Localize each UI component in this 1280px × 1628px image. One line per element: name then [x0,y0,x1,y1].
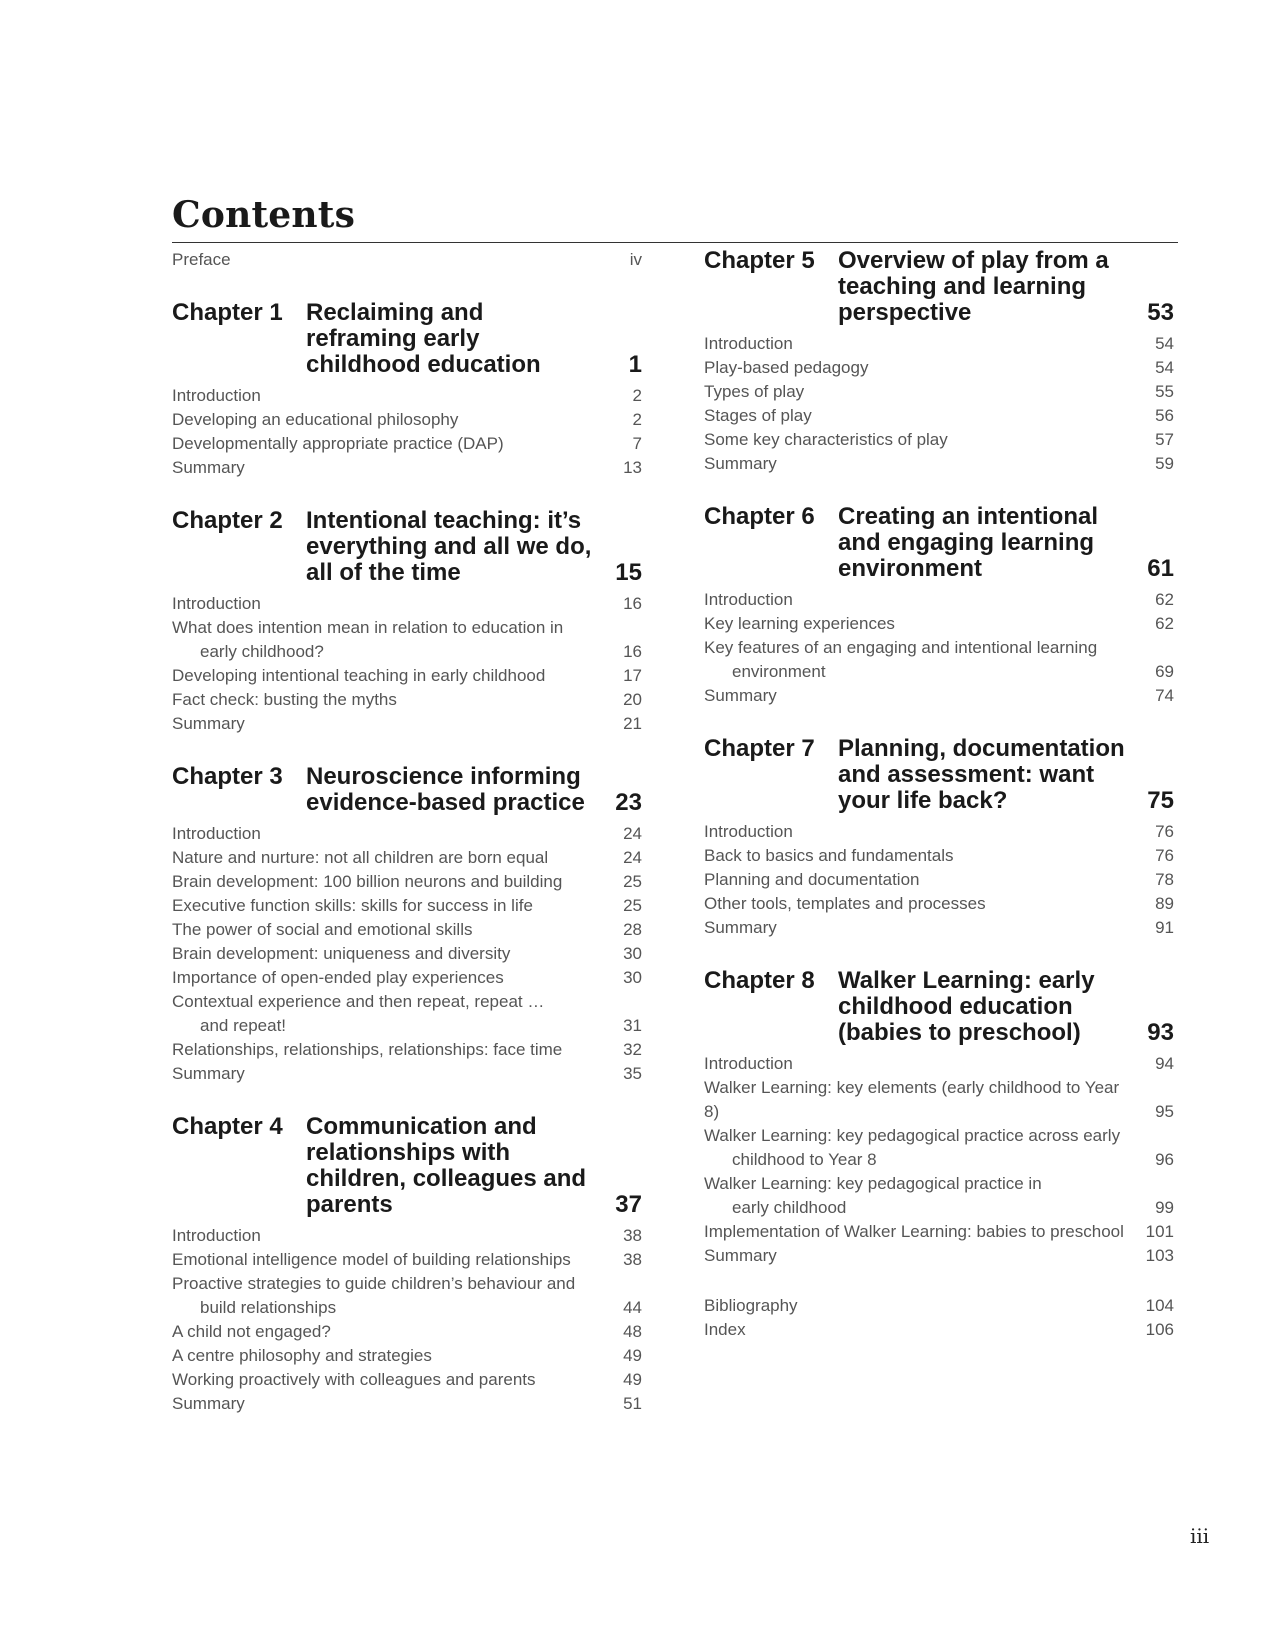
entry-label: What does intention mean in relation to education in [172,618,564,637]
entry-label: Summary [172,458,245,477]
entry-label: Summary [172,714,245,733]
chapter-page: 53 [1147,299,1174,326]
entry-label: Index [704,1320,746,1339]
toc-entry[interactable] [704,820,1174,844]
entry-label: Introduction [704,822,793,841]
chapter-page: 93 [1147,1019,1174,1046]
chapter-title: Intentional teaching: it’s everything and all we do, all of the time [306,507,592,586]
page-title: Contents [172,194,356,236]
entry-label: Developmentally appropriate practice (DAP) [172,434,504,453]
entry-page: 51 [623,1394,642,1413]
chapter-number: Chapter 3 [172,763,283,790]
entry-page: 31 [623,1016,642,1035]
toc-entry[interactable] [704,452,1174,476]
entry-label: Nature and nurture: not all children are born equal [172,848,549,867]
chapter-section [704,736,1174,940]
entry-page: 99 [1155,1198,1174,1217]
entry-page: 48 [623,1322,642,1341]
entry-label: Summary [704,686,777,705]
chapter-number: Chapter 5 [704,247,815,274]
toc-entry[interactable] [704,916,1174,940]
toc-entry[interactable] [704,636,1174,684]
entry-label: Fact check: busting the myths [172,690,397,709]
entry-page: 104 [1145,1296,1174,1315]
entry-label: Brain development: 100 billion neurons and building [172,872,563,891]
chapter-number: Chapter 6 [704,503,815,530]
entry-page: 24 [623,824,642,843]
toc-entry[interactable] [172,846,642,870]
entry-label: Summary [704,454,777,473]
entry-page: 54 [1155,358,1174,377]
toc-entry[interactable] [704,332,1174,356]
entry-label: Developing an educational philosophy [172,410,459,429]
chapter-heading[interactable] [172,764,642,816]
toc-column-right [704,248,1174,1342]
entry-page: 89 [1155,894,1174,913]
toc-entry[interactable] [172,456,642,480]
entry-label: Working proactively with colleagues and parents [172,1370,536,1389]
entry-label: Introduction [704,590,793,609]
toc-entry[interactable] [172,408,642,432]
entry-label-continued: environment [732,662,826,681]
entry-page: iv [629,250,642,269]
entry-label: A centre philosophy and strategies [172,1346,432,1365]
toc-entry[interactable] [172,894,642,918]
entry-page: 94 [1155,1054,1174,1073]
entry-page: 95 [1155,1102,1174,1121]
entry-page: 21 [623,714,642,733]
entry-page: 24 [623,848,642,867]
toc-entry[interactable] [172,1038,642,1062]
chapter-number: Chapter 2 [172,507,283,534]
entry-page: 69 [1155,662,1174,681]
entry-label: Introduction [172,1226,261,1245]
entry-label: Contextual experience and then repeat, repeat … [172,992,545,1011]
toc-entry-backmatter[interactable] [704,1318,1174,1342]
entry-label: Summary [704,918,777,937]
chapter-heading[interactable] [704,504,1174,582]
chapter-title: Reclaiming and reframing early childhood education [306,299,541,378]
entry-page: 13 [623,458,642,477]
chapter-title: Communication and relationships with children, colleagues and parents [306,1113,587,1218]
toc-entry[interactable] [704,404,1174,428]
backmatter-list [704,1294,1174,1342]
entry-page: 38 [623,1250,642,1269]
entry-label: Key learning experiences [704,614,895,633]
chapter-title: Planning, documentation and assessment: want your life back? [838,735,1125,814]
toc-entry[interactable] [172,1392,642,1416]
toc-entry[interactable] [704,1220,1174,1244]
entry-page: 2 [632,410,642,429]
entry-label-continued: early childhood [732,1198,847,1217]
chapter-heading[interactable] [172,508,642,586]
chapter-number: Chapter 7 [704,735,815,762]
entry-label: Importance of open-ended play experiences [172,968,504,987]
entry-page: 74 [1155,686,1174,705]
entry-label: Preface [172,250,231,269]
toc-entry[interactable] [172,1224,642,1248]
entry-page: 57 [1155,430,1174,449]
entry-label: Key features of an engaging and intentional learning [704,638,1098,657]
toc-entry[interactable] [172,1272,642,1320]
entry-label: Introduction [704,1054,793,1073]
entry-page: 96 [1155,1150,1174,1169]
toc-entry[interactable] [704,612,1174,636]
entry-label: Implementation of Walker Learning: babies to preschool [704,1222,1124,1241]
entry-label: Introduction [704,334,793,353]
entry-page: 17 [623,666,642,685]
toc-entry[interactable] [172,990,642,1038]
entry-page: 62 [1155,590,1174,609]
chapter-section [172,508,642,736]
entry-label: Brain development: uniqueness and diversity [172,944,511,963]
toc-entry[interactable] [172,870,642,894]
entry-label-continued: early childhood? [200,642,324,661]
toc-entry[interactable] [172,688,642,712]
toc-entry[interactable] [704,1172,1174,1220]
chapter-number: Chapter 4 [172,1113,283,1140]
entry-page: 101 [1145,1222,1174,1241]
chapter-section [704,248,1174,476]
entry-label: Walker Learning: key pedagogical practice across early [704,1126,1121,1145]
chapter-title: Overview of play from a teaching and learning perspective [838,247,1109,326]
entry-page: 16 [623,594,642,613]
entry-label: Stages of play [704,406,812,425]
entry-page: 55 [1155,382,1174,401]
toc-entry[interactable] [704,1052,1174,1076]
toc-entry[interactable] [172,1062,642,1086]
entry-page: 59 [1155,454,1174,473]
toc-entry[interactable] [172,712,642,736]
toc-entry[interactable] [704,356,1174,380]
entry-label: Developing intentional teaching in early childhood [172,666,546,685]
chapter-page: 1 [628,351,642,378]
chapter-number: Chapter 8 [704,967,815,994]
entry-page: 54 [1155,334,1174,353]
entry-page: 49 [623,1346,642,1365]
chapter-page: 37 [615,1191,642,1218]
entry-label: Back to basics and fundamentals [704,846,954,865]
entry-page: 76 [1155,846,1174,865]
entry-page: 38 [623,1226,642,1245]
entry-page: 44 [623,1298,642,1317]
entry-label: Some key characteristics of play [704,430,948,449]
entry-page: 56 [1155,406,1174,425]
page-folio: iii [1190,1524,1210,1548]
chapter-heading[interactable] [172,1114,642,1218]
toc-column-left [172,248,642,1416]
toc-entry-preface[interactable] [172,248,642,272]
chapter-page: 23 [615,789,642,816]
entry-label: Summary [172,1394,245,1413]
chapter-title: Creating an intentional and engaging learning environment [838,503,1099,582]
entry-page: 25 [623,872,642,891]
entry-label: Relationships, relationships, relationships: face time [172,1040,563,1059]
entry-label: Proactive strategies to guide children’s behaviour and [172,1274,576,1293]
entry-label: Other tools, templates and processes [704,894,986,913]
toc-entry[interactable] [172,664,642,688]
title-rule [172,242,1178,243]
toc-entry[interactable] [704,380,1174,404]
entry-label-continued: childhood to Year 8 [732,1150,877,1169]
entry-label: Summary [172,1064,245,1083]
chapter-number: Chapter 1 [172,299,283,326]
entry-label-continued: build relationships [200,1298,337,1317]
chapter-title: Walker Learning: early childhood education (babies to preschool) [838,967,1095,1046]
entry-label-continued: and repeat! [200,1016,287,1035]
chapter-page: 15 [615,559,642,586]
entry-label: Introduction [172,824,261,843]
chapter-section [172,764,642,1086]
entry-page: 49 [623,1370,642,1389]
toc-entry[interactable] [704,1076,1174,1124]
toc-entry[interactable] [704,1124,1174,1172]
chapter-section [172,300,642,480]
toc-entry[interactable] [172,918,642,942]
toc-entry[interactable] [704,684,1174,708]
toc-entry[interactable] [704,588,1174,612]
entry-page: 30 [623,944,642,963]
toc-entry[interactable] [172,822,642,846]
toc-entry-backmatter[interactable] [704,1294,1174,1318]
chapter-page: 75 [1147,787,1174,814]
entry-label: Types of play [704,382,805,401]
entry-page: 103 [1145,1246,1174,1265]
entry-label: The power of social and emotional skills [172,920,473,939]
entry-label: Summary [704,1246,777,1265]
entry-page: 76 [1155,822,1174,841]
toc-entry[interactable] [172,384,642,408]
entry-label: Emotional intelligence model of building relationships [172,1250,571,1269]
entry-page: 62 [1155,614,1174,633]
chapter-heading[interactable] [172,300,642,378]
entry-page: 35 [623,1064,642,1083]
entry-page: 28 [623,920,642,939]
entry-label: Introduction [172,594,261,613]
chapter-page: 61 [1147,555,1174,582]
entry-page: 91 [1155,918,1174,937]
toc-entry[interactable] [172,1248,642,1272]
toc-entry[interactable] [704,844,1174,868]
toc-entry[interactable] [704,1244,1174,1268]
entry-page: 16 [623,642,642,661]
toc-entry[interactable] [172,1320,642,1344]
entry-page: 7 [632,434,642,453]
toc-entry[interactable] [172,616,642,664]
chapter-section [172,1114,642,1416]
toc-entry[interactable] [172,942,642,966]
entry-page: 78 [1155,870,1174,889]
chapter-heading[interactable] [704,248,1174,326]
chapter-heading[interactable] [704,736,1174,814]
entry-label: A child not engaged? [172,1322,331,1341]
entry-page: 32 [623,1040,642,1059]
entry-label: Walker Learning: key pedagogical practice in [704,1174,1042,1193]
entry-page: 30 [623,968,642,987]
entry-page: 106 [1145,1320,1174,1339]
toc-entry[interactable] [172,1344,642,1368]
chapter-title: Neuroscience informing evidence-based practice [306,763,585,816]
entry-page: 20 [623,690,642,709]
entry-page: 25 [623,896,642,915]
toc-entry[interactable] [704,428,1174,452]
toc-entry[interactable] [704,868,1174,892]
entry-page: 2 [632,386,642,405]
toc-entry[interactable] [172,432,642,456]
toc-entry[interactable] [704,892,1174,916]
chapter-section [704,504,1174,708]
entry-label: Play-based pedagogy [704,358,869,377]
chapter-heading[interactable] [704,968,1174,1046]
entry-label: Introduction [172,386,261,405]
chapter-section [704,968,1174,1268]
toc-entry[interactable] [172,1368,642,1392]
entry-label: Walker Learning: key elements (early childhood to Year 8) [704,1078,1120,1121]
toc-entry[interactable] [172,592,642,616]
entry-label: Planning and documentation [704,870,920,889]
toc-entry[interactable] [172,966,642,990]
entry-label: Bibliography [704,1296,798,1315]
entry-label: Executive function skills: skills for success in life [172,896,533,915]
